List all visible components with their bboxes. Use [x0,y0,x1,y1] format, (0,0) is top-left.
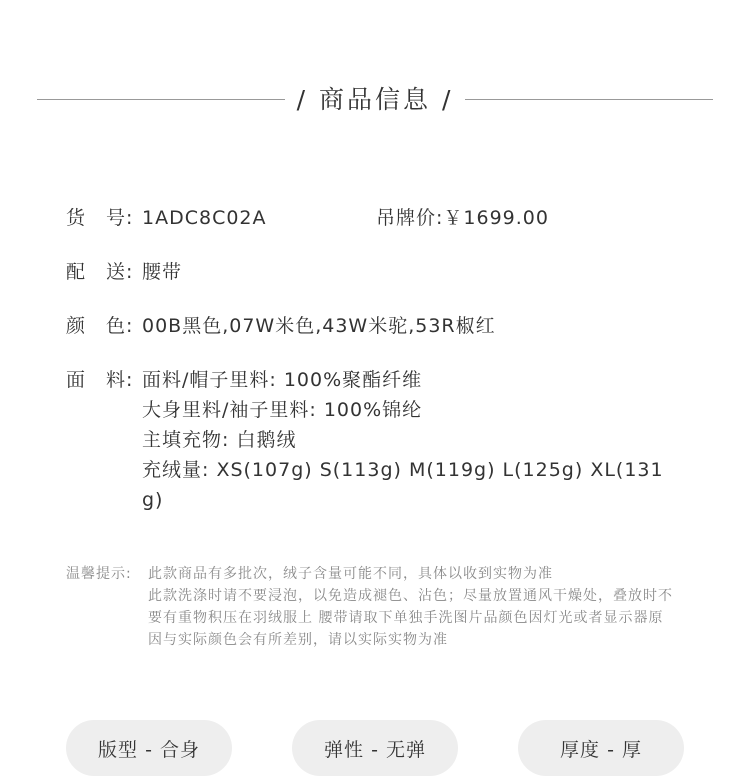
price-value: ￥1699.00 [443,207,549,229]
fabric-line-filling: 主填充物: 白鹅绒 [142,429,297,451]
fabric-line-shell: 面料/帽子里料: 100%聚酯纤维 [142,369,423,391]
shipping-label: 配 送: [66,261,134,283]
header-divider-right [465,99,713,100]
tips-line: 此款洗涤时请不要浸泡，以免造成褪色、沾色；尽量放置通风干燥处，叠放时不要有重物积压在羽绒服上 腰带请取下单独手洗图片品颜色因灯光或者显示器原因与实际颜色会有所差别，请以实际实物为准 [148,588,673,648]
attribute-pills [66,720,684,776]
section-header [37,82,713,118]
price-label: 吊牌价: [376,207,444,229]
tips-body [148,563,678,651]
tips-line: 此款商品有多批次，绒子含量可能不同，具体以收到实物为准 [148,566,553,582]
color-value: 00B黑色,07W米色,43W米驼,53R椒红 [142,315,496,337]
shipping-value: 腰带 [142,261,183,283]
sku-value: 1ADC8C02A [142,207,267,229]
tips-label: 温馨提示: [66,566,132,582]
fabric-line-fill-weight: 充绒量: XS(107g) S(113g) M(119g) L(125g) XL(131g) [142,459,664,511]
thickness-badge: 厚度 - 厚 [518,720,684,776]
section-title: / 商品信息 / [296,85,454,114]
fabric-value [142,365,667,515]
price-row [376,203,549,233]
color-label: 颜 色: [66,315,134,337]
elasticity-badge: 弹性 - 无弹 [292,720,458,776]
fabric-line-lining: 大身里料/袖子里料: 100%锦纶 [142,399,423,421]
fit-badge: 版型 - 合身 [66,720,232,776]
sku-label: 货 号: [66,207,134,229]
fabric-label: 面 料: [66,369,134,391]
